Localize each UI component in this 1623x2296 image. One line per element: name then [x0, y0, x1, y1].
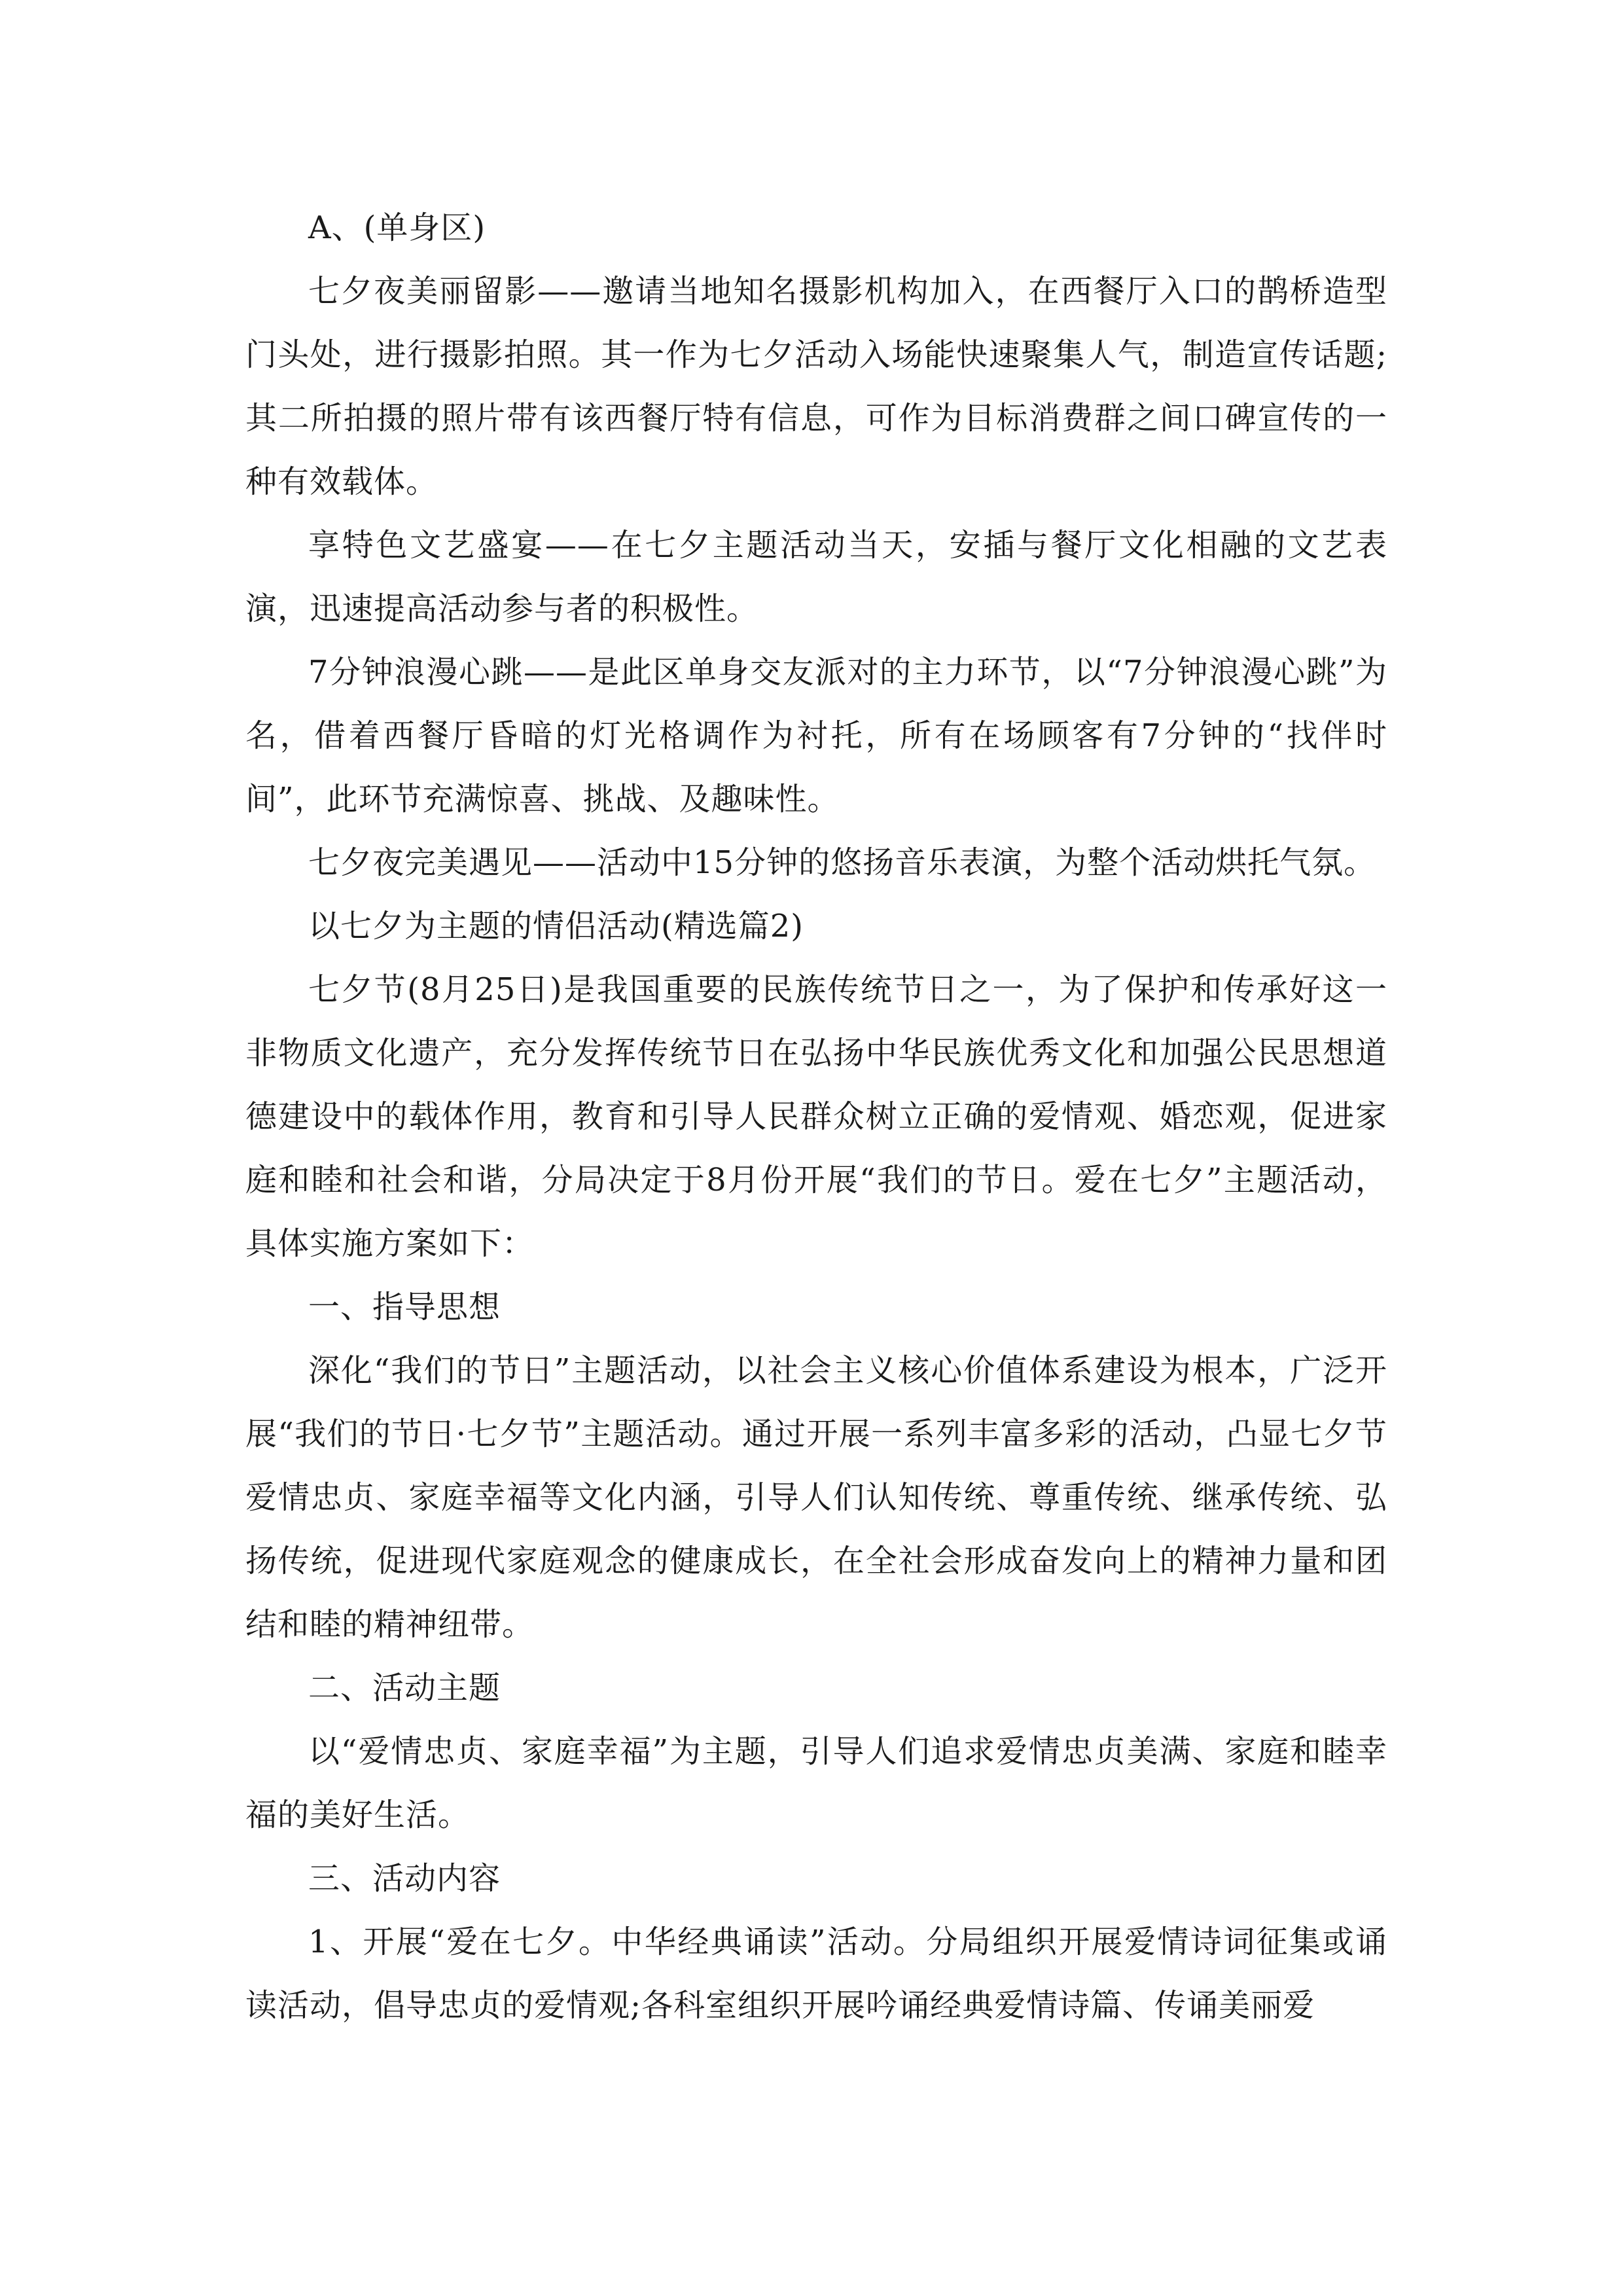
document-page — [245, 196, 1387, 2037]
paragraph-activity-theme: 以“爱情忠贞、家庭幸福”为主题，引导人们追求爱情忠贞美满、家庭和睦幸福的美好生活。 — [245, 1733, 1387, 1833]
paragraph-activity-content-1: 1、开展“爱在七夕。中华经典诵读”活动。分局组织开展爱情诗词征集或诵读活动，倡导忠贞的爱情观;各科室组织开展吟诵经典爱情诗篇、传诵美丽爱 — [245, 1924, 1387, 2024]
section-heading-activity-theme: 二、活动主题 — [308, 1670, 501, 1706]
paragraph-photo-activity: 七夕夜美丽留影——邀请当地知名摄影机构加入，在西餐厅入口的鹊桥造型门头处，进行摄影拍照。其一作为七夕活动入场能快速聚集人气，制造宣传话题;其二所拍摄的照片带有该西餐厅特有信息，可作为目标消费群之间口碑宣传的一种有效载体。 — [245, 273, 1387, 500]
paragraph-seven-minute-heartbeat: 7分钟浪漫心跳——是此区单身交友派对的主力环节，以“7分钟浪漫心跳”为名，借着西餐厅昏暗的灯光格调作为衬托，所有在场顾客有7分钟的“找伴时间”，此环节充满惊喜、挑战、及趣味性。 — [245, 654, 1387, 817]
paragraph-guiding-ideology: 深化“我们的节日”主题活动，以社会主义核心价值体系建设为根本，广泛开展“我们的节日·七夕节”主题活动。通过开展一系列丰富多彩的活动，凸显七夕节爱情忠贞、家庭幸福等文化内涵，引导人们认知传统、尊重传统、继承传统、弘扬传统，促进现代家庭观念的健康成长，在全社会形成奋发向上的精神力量和团结和睦的精神纽带。 — [245, 1352, 1387, 1643]
paragraph-intro: 七夕节(8月25日)是我国重要的民族传统节日之一，为了保护和传承好这一非物质文化遗产，充分发挥传统节日在弘扬中华民族优秀文化和加强公民思想道德建设中的载体作用，教育和引导人民群众树立正确的爱情观、婚恋观，促进家庭和睦和社会和谐，分局决定于8月份开展“我们的节日。爱在七夕”主题活动，具体实施方案如下： — [245, 971, 1387, 1262]
section-heading-guiding-ideology: 一、指导思想 — [308, 1289, 501, 1325]
paragraph-art-performance: 享特色文艺盛宴——在七夕主题活动当天，安插与餐厅文化相融的文艺表演，迅速提高活动参与者的积极性。 — [245, 527, 1387, 627]
paragraph-perfect-encounter: 七夕夜完美遇见——活动中15分钟的悠扬音乐表演，为整个活动烘托气氛。 — [308, 844, 1376, 881]
section-heading-single-zone: A、(单身区) — [308, 209, 486, 246]
article-title-part-2: 以七夕为主题的情侣活动(精选篇2) — [308, 908, 804, 944]
section-heading-activity-content: 三、活动内容 — [308, 1860, 501, 1897]
